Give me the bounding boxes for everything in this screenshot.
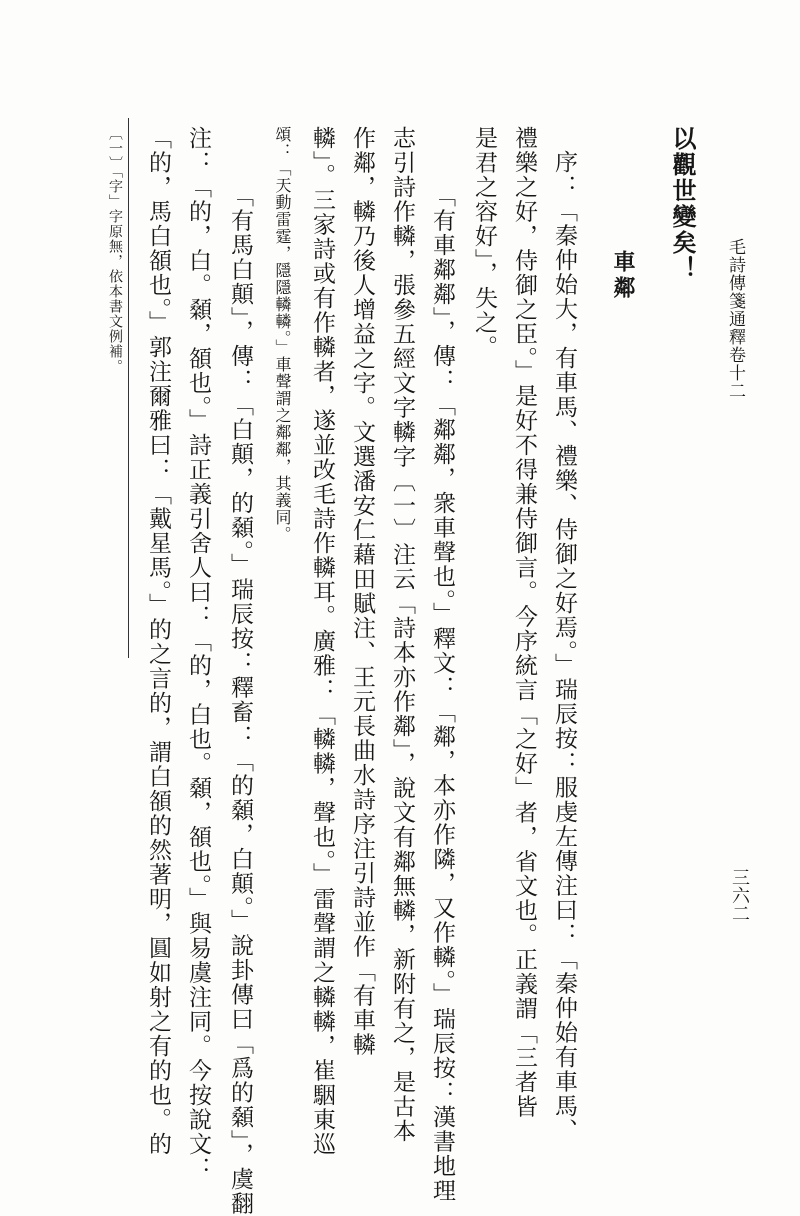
text-line-3: 序：「秦仲始大，有車馬、禮樂、侍御之好焉。」瑞辰按：服虔左傳注曰：「秦仲始有車馬、	[551, 150, 577, 1143]
text-line-12: 注：「的，白。顙，頟也。」詩正義引舍人曰：「的，白也。顙，頟也。」與易虞注同。今按說文：	[185, 126, 211, 1181]
footnote-divider	[128, 118, 129, 658]
section-title: 車鄰	[610, 250, 636, 302]
running-head: 毛詩傳箋通釋卷十二	[725, 238, 745, 400]
text-line-8: 作鄰，轔乃後人增益之字。文選潘安仁藉田賦注、王元長曲水詩序注引詩並作「有車轔	[349, 126, 375, 1057]
text-line-6: 「有車鄰鄰」，傳：「鄰鄰，衆車聲也。」釋文：「鄰，本亦作隣，又作轔。」瑞辰按：漢書地理	[429, 184, 455, 1203]
text-line-11: 「有馬白顛」，傳：「白顛，的顙。」瑞辰按：釋畜：「的顙，白顛。」說卦傳曰「爲的顙」，虞翻	[227, 184, 253, 1216]
text-line-9: 轔」。三家詩或有作轔者，遂並改毛詩作轔耳。廣雅：「轔轔，聲也。」雷聲謂之轔轔，崔駰東巡	[309, 126, 335, 1157]
page-number: 三六二	[729, 868, 750, 922]
text-line-5: 是君之容好」，失之。	[471, 126, 497, 360]
text-line-1: 以觀世變矣！	[668, 126, 697, 282]
text-line-7: 志引詩作轔，張參五經文字轔字〔一〕注云「詩本亦作鄰」，說文有鄰無轔，新附有之，是古本	[389, 126, 415, 1144]
text-line-4: 禮樂之好，侍御之臣。」是好不得兼侍御言。今序統言「之好」者，省文也。正義謂「三者皆	[511, 126, 537, 1119]
text-line-10: 頌：「天動雷霆，隱隱轔轔。」車聲謂之鄰鄰，其義同。	[273, 126, 292, 543]
footnote: 〔一〕「字」字原無，依本書文例補。	[107, 126, 123, 374]
text-line-13: 「的，馬白頟也。」郭注爾雅曰：「戴星馬。」的之言的，謂白頟的然著明，圓如射之有的也。的	[145, 126, 171, 1157]
